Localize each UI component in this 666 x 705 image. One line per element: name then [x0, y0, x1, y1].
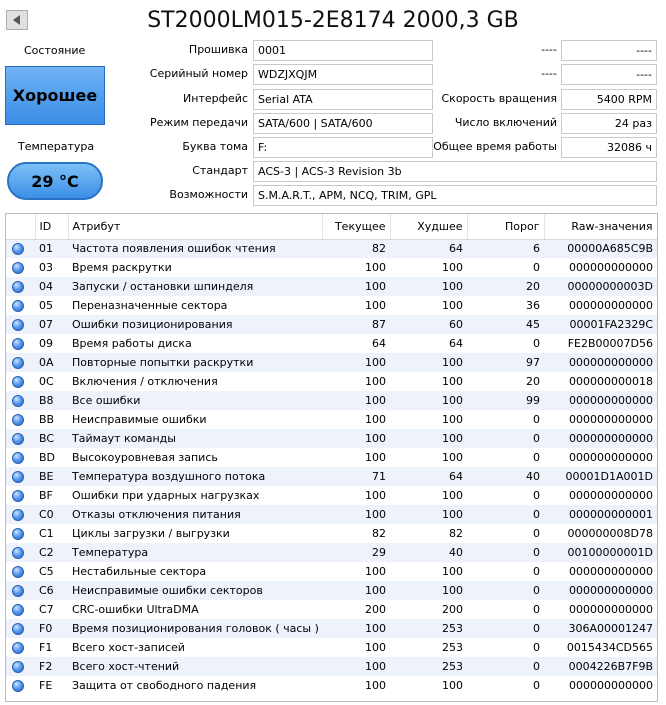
cell-id: F0 — [35, 619, 68, 638]
cell-current: 64 — [322, 334, 390, 353]
power-on-hours-label: Общее время работы — [433, 140, 557, 153]
cell-id: 04 — [35, 277, 68, 296]
status-dot-cell — [6, 315, 35, 334]
cell-threshold: 0 — [467, 638, 544, 657]
header-worst[interactable]: Худшее — [390, 214, 467, 239]
table-row[interactable] — [6, 296, 657, 315]
status-good-icon — [12, 604, 24, 616]
interface-label: Интерфейс — [183, 92, 248, 105]
table-row[interactable] — [6, 467, 657, 486]
cell-threshold: 0 — [467, 657, 544, 676]
status-good-icon — [12, 357, 24, 369]
status-good-icon — [12, 452, 24, 464]
status-dot-cell — [6, 657, 35, 676]
status-good-icon — [12, 528, 24, 540]
status-good-icon — [12, 471, 24, 483]
table-row[interactable] — [6, 277, 657, 296]
cell-attribute: Ошибки при ударных нагрузках — [68, 486, 322, 505]
serial-field: WDZJXQJM — [253, 64, 433, 85]
status-good-icon — [12, 395, 24, 407]
status-dot-cell — [6, 581, 35, 600]
cell-attribute: Запуски / остановки шпинделя — [68, 277, 322, 296]
cell-id: BB — [35, 410, 68, 429]
cell-current: 100 — [322, 486, 390, 505]
cell-current: 100 — [322, 676, 390, 695]
cell-raw: 000000000000 — [544, 448, 657, 467]
cell-raw: 000000000000 — [544, 429, 657, 448]
cell-current: 100 — [322, 657, 390, 676]
rotation-field: 5400 RPM — [561, 89, 657, 110]
status-good-icon — [12, 433, 24, 445]
cell-current: 82 — [322, 239, 390, 258]
cell-attribute: Нестабильные сектора — [68, 562, 322, 581]
cell-current: 100 — [322, 619, 390, 638]
cell-worst: 100 — [390, 486, 467, 505]
status-good-icon — [12, 243, 24, 255]
cell-worst: 200 — [390, 600, 467, 619]
cell-attribute: Температура воздушного потока — [68, 467, 322, 486]
status-good-icon — [12, 680, 24, 692]
cell-current: 100 — [322, 258, 390, 277]
header-raw-values[interactable]: Raw-значения — [544, 214, 657, 239]
status-good-icon — [12, 414, 24, 426]
status-dot-cell — [6, 391, 35, 410]
cell-id: 05 — [35, 296, 68, 315]
cell-threshold: 20 — [467, 277, 544, 296]
cell-attribute: Время раскрутки — [68, 258, 322, 277]
table-row[interactable] — [6, 448, 657, 467]
cell-threshold: 0 — [467, 486, 544, 505]
cell-threshold: 0 — [467, 448, 544, 467]
cell-raw: 000000000000 — [544, 562, 657, 581]
cell-attribute: Частота появления ошибок чтения — [68, 239, 322, 258]
cell-attribute: Циклы загрузки / выгрузки — [68, 524, 322, 543]
cell-current: 100 — [322, 391, 390, 410]
cell-current: 100 — [322, 277, 390, 296]
cell-raw: 000000000000 — [544, 391, 657, 410]
table-row[interactable] — [6, 562, 657, 581]
cell-worst: 100 — [390, 676, 467, 695]
status-dot-cell — [6, 562, 35, 581]
cell-current: 100 — [322, 410, 390, 429]
status-good-icon — [12, 566, 24, 578]
cell-raw: 306A00001247 — [544, 619, 657, 638]
status-dot-cell — [6, 239, 35, 258]
cell-threshold: 6 — [467, 239, 544, 258]
cell-id: C1 — [35, 524, 68, 543]
cell-threshold: 45 — [467, 315, 544, 334]
cell-current: 71 — [322, 467, 390, 486]
cell-attribute: Неисправимые ошибки секторов — [68, 581, 322, 600]
cell-raw: 000000000001 — [544, 505, 657, 524]
cell-raw: FE2B00007D56 — [544, 334, 657, 353]
header-threshold[interactable]: Порог — [467, 214, 544, 239]
cell-threshold: 99 — [467, 391, 544, 410]
firmware-field: 0001 — [253, 40, 433, 61]
cell-worst: 64 — [390, 334, 467, 353]
cell-raw: 00001FA2329C — [544, 315, 657, 334]
status-good-icon — [12, 585, 24, 597]
cell-worst: 82 — [390, 524, 467, 543]
standard-field: ACS-3 | ACS-3 Revision 3b — [253, 161, 657, 182]
status-dot-cell — [6, 638, 35, 657]
header-current[interactable]: Текущее — [322, 214, 390, 239]
cell-threshold: 20 — [467, 372, 544, 391]
cell-raw: 000000000000 — [544, 353, 657, 372]
status-dot-cell — [6, 277, 35, 296]
cell-threshold: 0 — [467, 258, 544, 277]
cell-threshold: 0 — [467, 429, 544, 448]
cell-attribute: Время работы диска — [68, 334, 322, 353]
cell-worst: 100 — [390, 277, 467, 296]
serial-label: Серийный номер — [149, 67, 248, 80]
cell-id: BF — [35, 486, 68, 505]
cell-raw: 00001D1A001D — [544, 467, 657, 486]
table-row[interactable] — [6, 258, 657, 277]
status-dot-cell — [6, 543, 35, 562]
cell-worst: 100 — [390, 410, 467, 429]
cell-worst: 64 — [390, 467, 467, 486]
cell-id: C7 — [35, 600, 68, 619]
cell-attribute: Ошибки позиционирования — [68, 315, 322, 334]
cell-threshold: 0 — [467, 334, 544, 353]
cell-attribute: Защита от свободного падения — [68, 676, 322, 695]
cell-attribute: Повторные попытки раскрутки — [68, 353, 322, 372]
cell-attribute: Все ошибки — [68, 391, 322, 410]
cell-id: 09 — [35, 334, 68, 353]
status-dot-cell — [6, 524, 35, 543]
status-good-icon — [12, 262, 24, 274]
blank2-label: ---- — [541, 67, 557, 80]
blank2-field: ---- — [561, 64, 657, 85]
blank1-label: ---- — [541, 43, 557, 56]
status-good-icon — [12, 338, 24, 350]
table-row[interactable] — [6, 334, 657, 353]
cell-raw: 000000000000 — [544, 486, 657, 505]
cell-raw: 000000000000 — [544, 600, 657, 619]
cell-worst: 100 — [390, 505, 467, 524]
cell-worst: 100 — [390, 581, 467, 600]
cell-threshold: 0 — [467, 581, 544, 600]
cell-worst: 100 — [390, 353, 467, 372]
cell-id: C6 — [35, 581, 68, 600]
status-dot-cell — [6, 353, 35, 372]
table-row[interactable] — [6, 239, 657, 258]
status-dot-cell — [6, 372, 35, 391]
status-good-icon — [12, 509, 24, 521]
cell-id: F1 — [35, 638, 68, 657]
status-good-icon — [12, 661, 24, 673]
cell-current: 100 — [322, 581, 390, 600]
cell-raw: 00000000003D — [544, 277, 657, 296]
table-row[interactable] — [6, 619, 657, 638]
cell-threshold: 40 — [467, 467, 544, 486]
power-on-count-field: 24 раз — [561, 113, 657, 134]
cell-id: FE — [35, 676, 68, 695]
drive-letter-field: F: — [253, 137, 433, 158]
cell-current: 82 — [322, 524, 390, 543]
cell-current: 87 — [322, 315, 390, 334]
cell-worst: 100 — [390, 562, 467, 581]
status-good-icon — [12, 281, 24, 293]
cell-current: 100 — [322, 505, 390, 524]
table-header-row — [6, 214, 657, 239]
status-dot-cell — [6, 410, 35, 429]
header-status[interactable] — [6, 214, 35, 239]
cell-raw: 0004226B7F9B — [544, 657, 657, 676]
cell-raw: 00000A685C9B — [544, 239, 657, 258]
cell-worst: 253 — [390, 619, 467, 638]
cell-threshold: 0 — [467, 619, 544, 638]
cell-current: 29 — [322, 543, 390, 562]
cell-id: BE — [35, 467, 68, 486]
cell-id: BC — [35, 429, 68, 448]
cell-attribute: Таймаут команды — [68, 429, 322, 448]
table-row[interactable] — [6, 600, 657, 619]
temperature-label: Температура — [18, 140, 95, 153]
table-row[interactable] — [6, 638, 657, 657]
blank1-field: ---- — [561, 40, 657, 61]
cell-raw: 000000000018 — [544, 372, 657, 391]
cell-attribute: Неисправимые ошибки — [68, 410, 322, 429]
table-row[interactable] — [6, 353, 657, 372]
status-dot-cell — [6, 505, 35, 524]
cell-id: 01 — [35, 239, 68, 258]
table-row[interactable] — [6, 581, 657, 600]
status-good-icon — [12, 547, 24, 559]
cell-id: B8 — [35, 391, 68, 410]
cell-id: 07 — [35, 315, 68, 334]
table-row[interactable] — [6, 543, 657, 562]
cell-current: 100 — [322, 638, 390, 657]
table-row[interactable] — [6, 315, 657, 334]
cell-attribute: Всего хост-записей — [68, 638, 322, 657]
status-good-icon — [12, 319, 24, 331]
status-good-icon — [12, 490, 24, 502]
cell-raw: 0015434CD565 — [544, 638, 657, 657]
cell-id: 0A — [35, 353, 68, 372]
status-dot-cell — [6, 448, 35, 467]
rotation-label: Скорость вращения — [441, 92, 557, 105]
cell-raw: 000000008D78 — [544, 524, 657, 543]
status-good-icon — [12, 642, 24, 654]
cell-current: 100 — [322, 353, 390, 372]
table-row[interactable] — [6, 657, 657, 676]
power-on-hours-field: 32086 ч — [561, 137, 657, 158]
header-id[interactable]: ID — [35, 214, 68, 239]
disk-title: ST2000LM015-2E8174 2000,3 GB — [147, 8, 519, 33]
status-dot-cell — [6, 467, 35, 486]
status-dot-cell — [6, 600, 35, 619]
cell-id: C0 — [35, 505, 68, 524]
cell-attribute: Отказы отключения питания — [68, 505, 322, 524]
status-dot-cell — [6, 258, 35, 277]
cell-threshold: 0 — [467, 505, 544, 524]
table-row[interactable] — [6, 372, 657, 391]
cell-attribute: Время позиционирования головок ( часы ) — [68, 619, 322, 638]
cell-current: 100 — [322, 448, 390, 467]
cell-worst: 253 — [390, 638, 467, 657]
status-dot-cell — [6, 619, 35, 638]
table-row[interactable] — [6, 410, 657, 429]
table-row[interactable] — [6, 505, 657, 524]
header-attribute[interactable]: Атрибут — [68, 214, 322, 239]
cell-current: 200 — [322, 600, 390, 619]
transfer-mode-label: Режим передачи — [150, 116, 248, 129]
features-field: S.M.A.R.T., APM, NCQ, TRIM, GPL — [253, 185, 657, 206]
cell-worst: 64 — [390, 239, 467, 258]
cell-worst: 100 — [390, 391, 467, 410]
status-dot-cell — [6, 429, 35, 448]
drive-letter-label: Буква тома — [182, 140, 248, 153]
health-status-button[interactable]: Хорошее — [5, 66, 105, 125]
cell-raw: 00100000001D — [544, 543, 657, 562]
cell-attribute: Переназначенные сектора — [68, 296, 322, 315]
status-dot-cell — [6, 676, 35, 695]
cell-threshold: 0 — [467, 410, 544, 429]
cell-worst: 100 — [390, 258, 467, 277]
interface-field: Serial ATA — [253, 89, 433, 110]
table-row[interactable] — [6, 391, 657, 410]
cell-worst: 40 — [390, 543, 467, 562]
cell-worst: 100 — [390, 296, 467, 315]
cell-threshold: 0 — [467, 543, 544, 562]
cell-attribute: Всего хост-чтений — [68, 657, 322, 676]
cell-id: BD — [35, 448, 68, 467]
cell-raw: 000000000000 — [544, 296, 657, 315]
standard-label: Стандарт — [192, 164, 248, 177]
cell-attribute: Включения / отключения — [68, 372, 322, 391]
table-row[interactable] — [6, 524, 657, 543]
cell-worst: 100 — [390, 429, 467, 448]
table-row[interactable] — [6, 676, 657, 695]
temperature-button[interactable]: 29 °C — [7, 162, 103, 200]
cell-attribute: Температура — [68, 543, 322, 562]
cell-threshold: 0 — [467, 676, 544, 695]
cell-id: C2 — [35, 543, 68, 562]
status-dot-cell — [6, 486, 35, 505]
status-good-icon — [12, 376, 24, 388]
cell-threshold: 36 — [467, 296, 544, 315]
cell-id: C5 — [35, 562, 68, 581]
transfer-mode-field: SATA/600 | SATA/600 — [253, 113, 433, 134]
cell-attribute: Высокоуровневая запись — [68, 448, 322, 467]
status-label: Состояние — [24, 44, 86, 57]
cell-raw: 000000000000 — [544, 581, 657, 600]
cell-threshold: 0 — [467, 600, 544, 619]
cell-id: F2 — [35, 657, 68, 676]
cell-current: 100 — [322, 562, 390, 581]
status-dot-cell — [6, 296, 35, 315]
status-good-icon — [12, 300, 24, 312]
cell-raw: 000000000000 — [544, 410, 657, 429]
cell-attribute: CRC-ошибки UltraDMA — [68, 600, 322, 619]
table-row[interactable] — [6, 429, 657, 448]
cell-id: 0C — [35, 372, 68, 391]
cell-current: 100 — [322, 296, 390, 315]
cell-worst: 100 — [390, 372, 467, 391]
cell-worst: 253 — [390, 657, 467, 676]
status-dot-cell — [6, 334, 35, 353]
features-label: Возможности — [169, 188, 248, 201]
table-row[interactable] — [6, 486, 657, 505]
cell-worst: 100 — [390, 448, 467, 467]
cell-threshold: 0 — [467, 524, 544, 543]
cell-threshold: 0 — [467, 562, 544, 581]
firmware-label: Прошивка — [188, 43, 248, 56]
cell-current: 100 — [322, 372, 390, 391]
cell-raw: 000000000000 — [544, 258, 657, 277]
cell-worst: 60 — [390, 315, 467, 334]
cell-current: 100 — [322, 429, 390, 448]
cell-raw: 000000000000 — [544, 676, 657, 695]
smart-attributes-table[interactable] — [5, 213, 658, 702]
status-good-icon — [12, 623, 24, 635]
power-on-count-label: Число включений — [454, 116, 557, 129]
cell-threshold: 97 — [467, 353, 544, 372]
cell-id: 03 — [35, 258, 68, 277]
